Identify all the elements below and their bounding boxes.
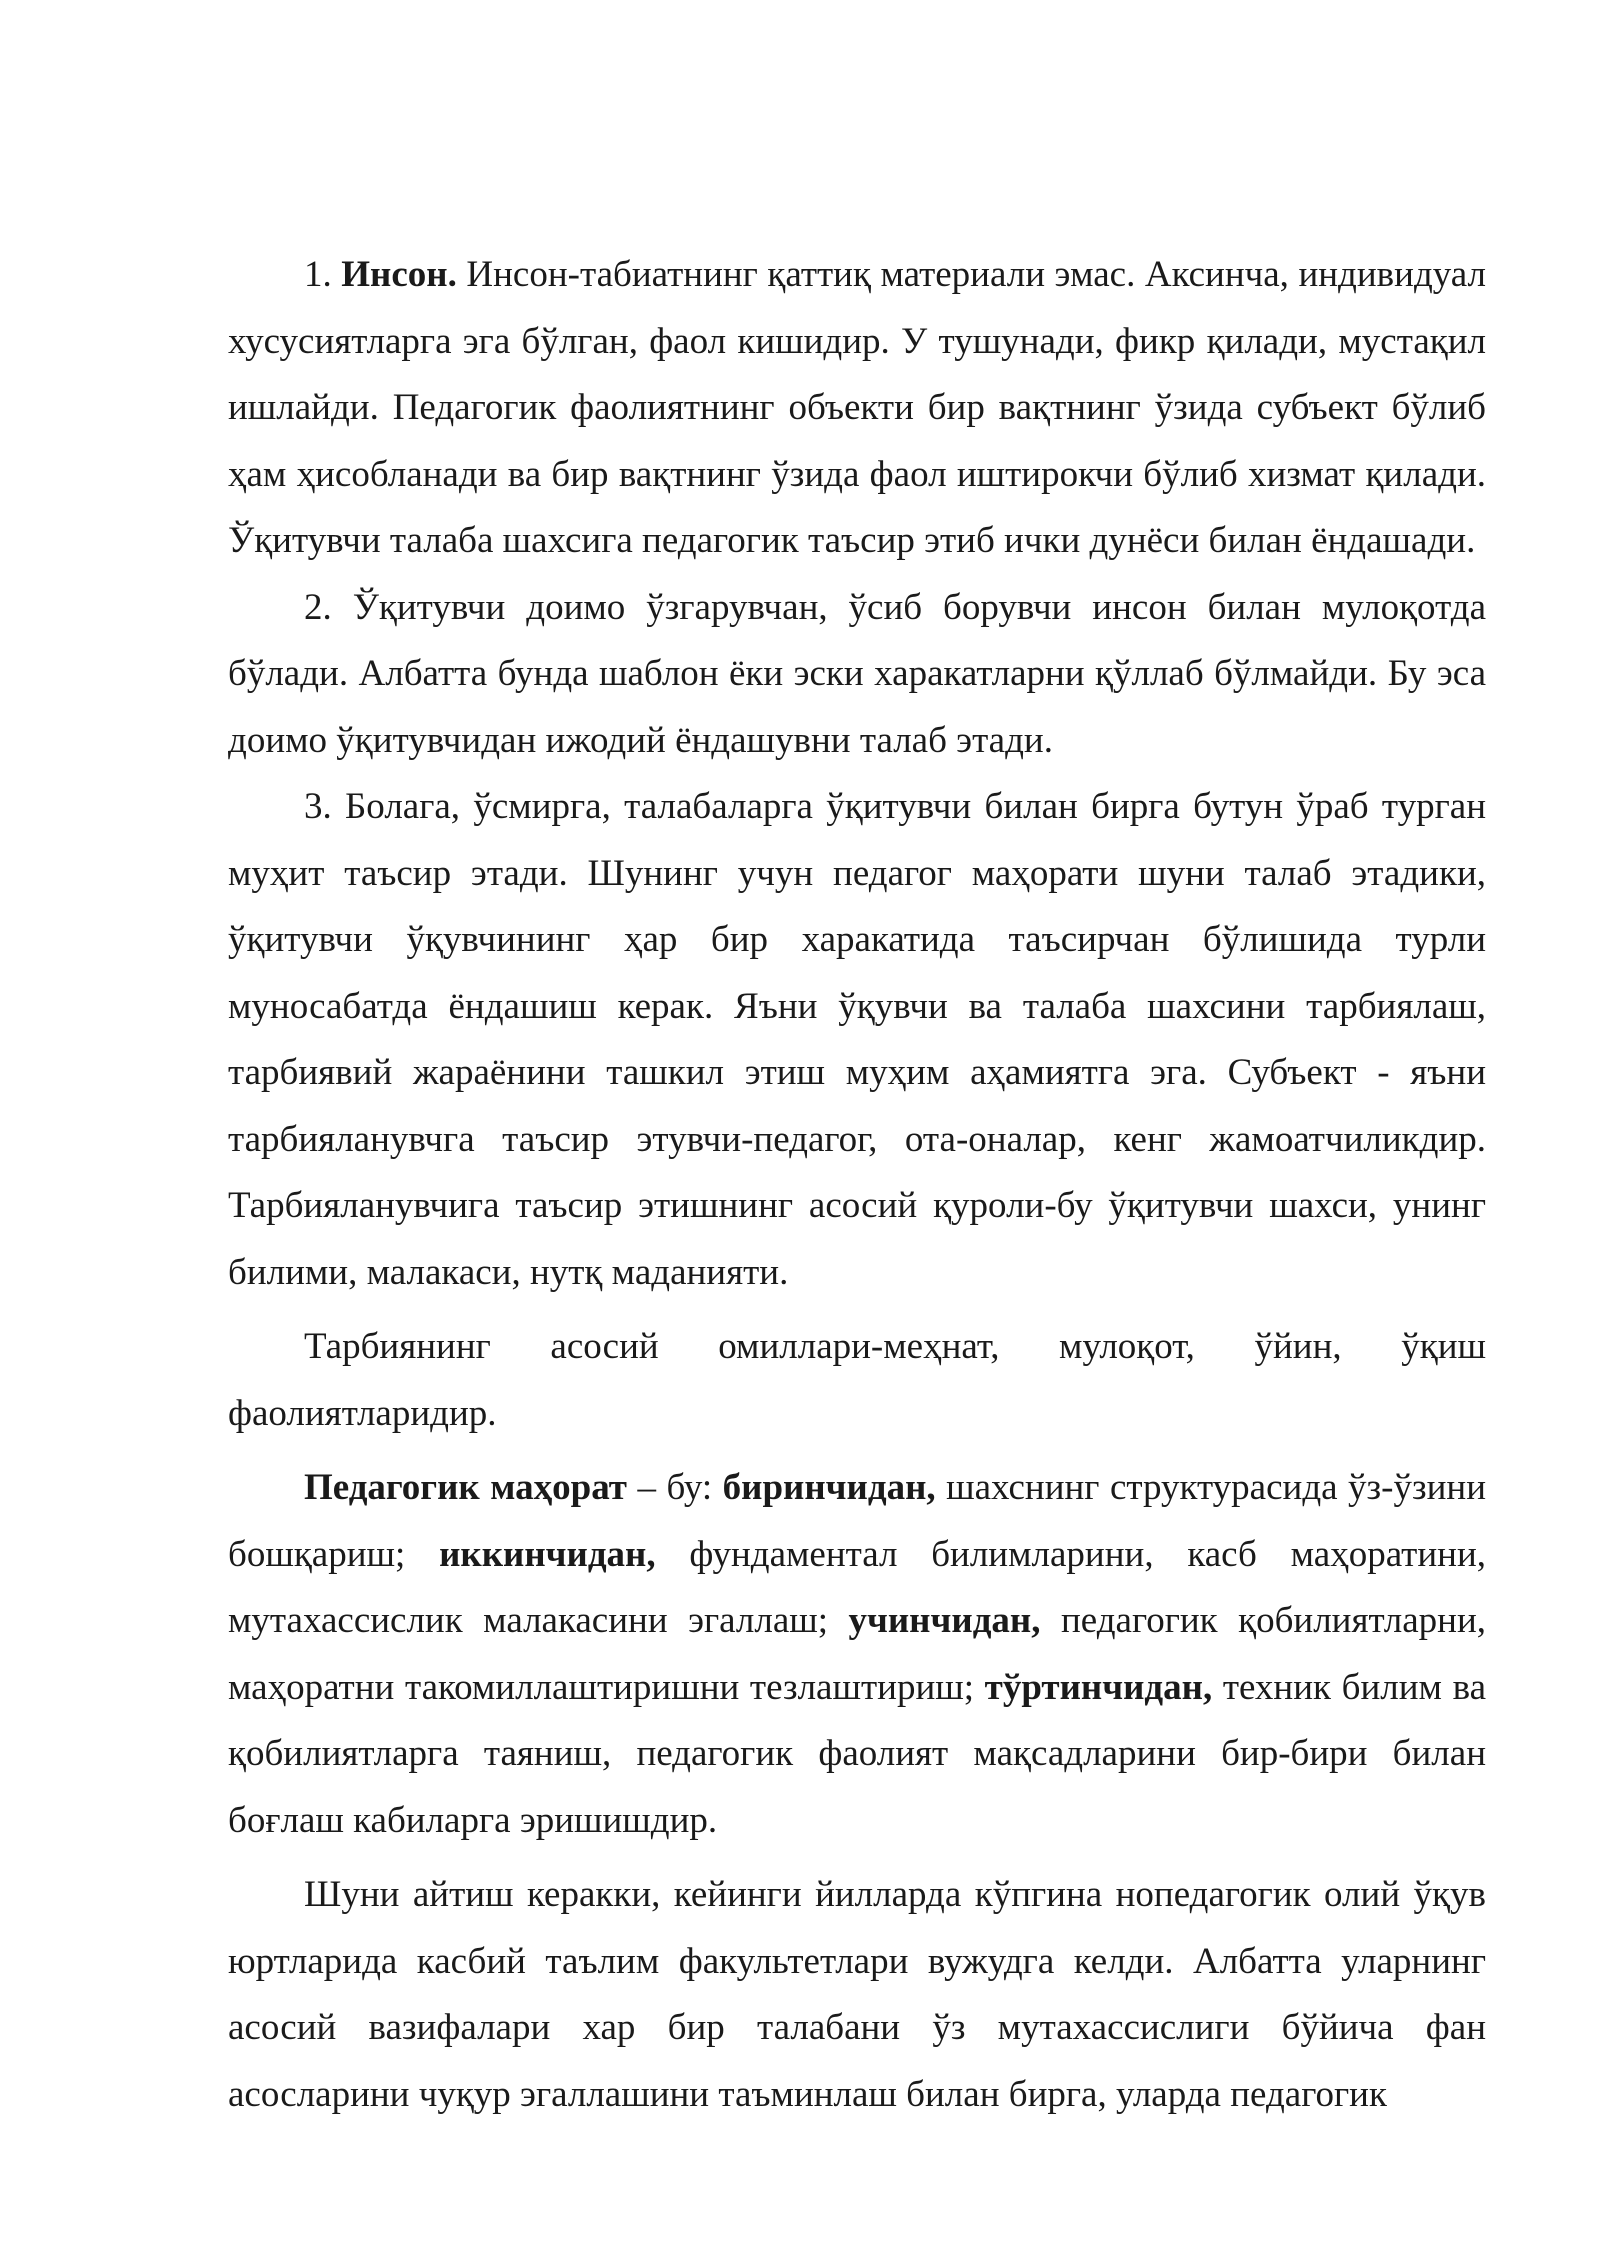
- document-page: [228, 242, 1486, 2128]
- paragraph-6: Шуни айтиш керакки, кейинги йилларда кўпгина нопедагогик олий ўқув юртларида касбий таълим факультетлари вужудга келди. Албатта уларнинг асосий вазифалари хар бир талабани ўз мутахассислиги бўйича фан асосларини чуқур эгаллашини таъминлаш билан бирга, уларда педагогик: [228, 1874, 1486, 2115]
- paragraph-text: шахснинг структурасида ўз-ўзини бошқариш;: [228, 1467, 1487, 1575]
- paragraph-3: 3. Болага, ўсмирга, талабаларга ўқитувчи билан бирга бутун ўраб турган муҳит таъсир этади. Шунинг учун педагог маҳорати шуни талаб этадики, ўқитувчи ўқувчининг ҳар бир харакатида таъсирчан бўлишида турли муносабатда ёндашиш керак. Яъни ўқувчи ва талаба шахсини тарбиялаш, тарбиявий жараёнини ташкил этиш муҳим аҳамиятга эга. Субъект - яъни тарбияланувчга таъсир этувчи-педагог, ота-оналар, кенг жамоатчиликдир. Тарбияланувчига таъсир этишнинг асосий қуроли-бу ўқитувчи шахси, унинг билими, малакаси, нутқ маданияти.: [228, 786, 1486, 1293]
- paragraph-4: Тарбиянинг асосий омиллари-меҳнат, мулоқот, ўйин, ўқиш фаолиятларидир.: [228, 1326, 1486, 1434]
- paragraph-number: 1.: [304, 254, 332, 295]
- paragraph-1: [228, 242, 1486, 575]
- term-inson: Инсон.: [341, 254, 457, 295]
- paragraph-text: педагогик қобилиятларни, маҳоратни такомиллаштиришни тезлаштириш;: [228, 1600, 1486, 1708]
- paragraph-2: 2. Ўқитувчи доимо ўзгарувчан, ўсиб борувчи инсон билан мулоқотда бўлади. Албатта бунда шаблон ёки эски харакатларни қўллаб бўлмайди. Бу эса доимо ўқитувчидан ижодий ёндашувни талаб этади.: [228, 586, 1486, 761]
- paragraph-text: Инсон-табиатнинг қаттиқ материали эмас. Аксинча, индивидуал хусусиятларга эга бўлган, фаол кишидир. У тушунади, фикр қилади, мустақил ишлайди. Педагогик фаолиятнинг объекти бир вақтнинг ўзида субъект бўлиб ҳам ҳисобланади ва бир вақтнинг ўзида фаол иштирокчи бўлиб хизмат қилади. Ўқитувчи талаба шахсига педагогик таъсир этиб ички дунёси билан ёндашади.: [228, 254, 1487, 561]
- term-birinchidan: биринчидан,: [722, 1467, 936, 1508]
- term-uchinchidan: учинчидан,: [848, 1600, 1041, 1641]
- paragraph-text: – бу:: [626, 1467, 723, 1508]
- term-turtinchidan: тўртинчидан,: [984, 1666, 1213, 1708]
- term-pedagogik-mahorat: Педагогик маҳорат: [304, 1467, 627, 1508]
- paragraph-text: фундаментал билимларини, касб маҳоратини, мутахассислик малакасини эгаллаш;: [228, 1533, 1486, 1641]
- term-ikkinchidan: иккинчидан,: [439, 1533, 656, 1575]
- paragraph-text: техник билим ва қобилиятларга таяниш, педагогик фаолият мақсадларини бир-бири билан боғлаш кабиларга эришишдир.: [228, 1666, 1486, 1841]
- paragraph-5: [228, 1455, 1486, 1854]
